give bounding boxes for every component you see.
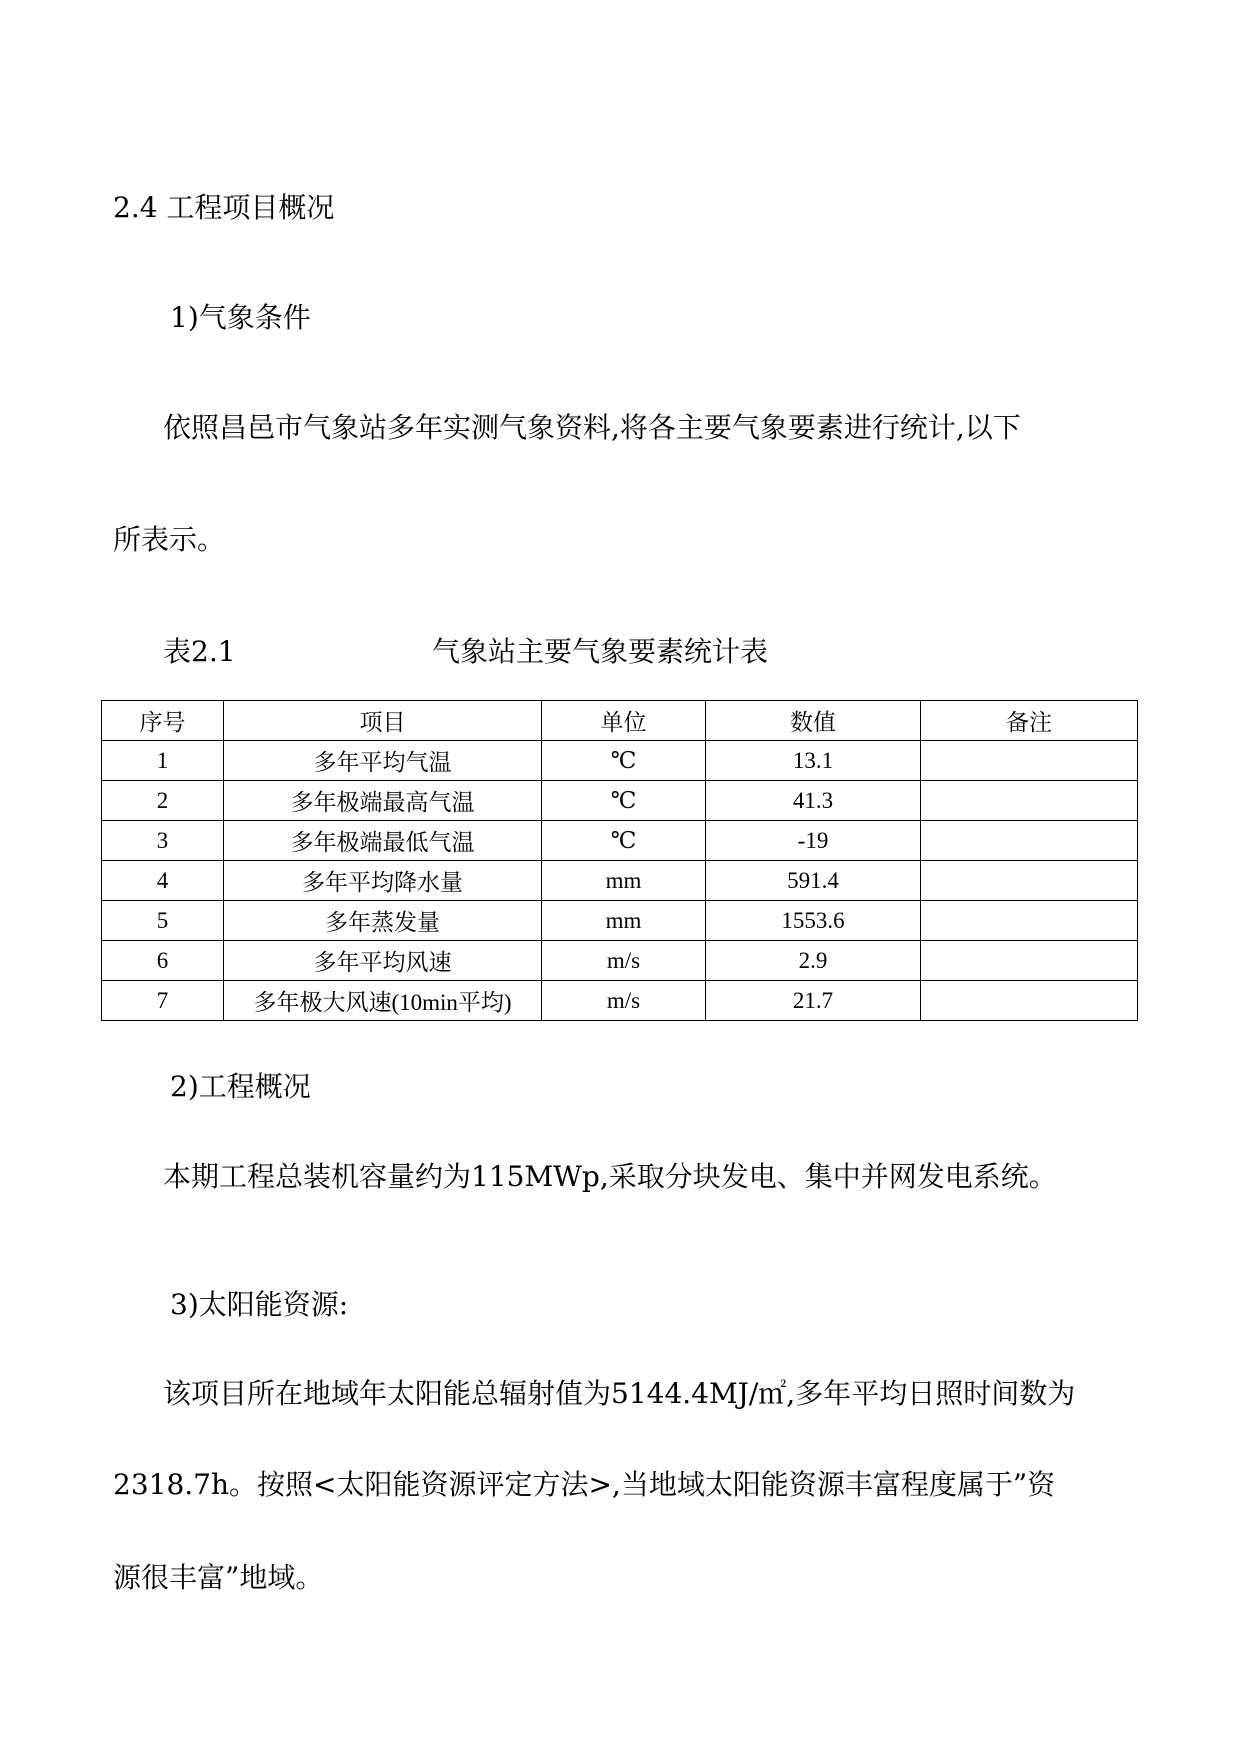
cell-item: 多年极大风速(10min平均) <box>224 981 542 1021</box>
cell-value: 13.1 <box>706 741 921 781</box>
cell-index: 7 <box>102 981 224 1021</box>
cell-item: 多年极端最低气温 <box>224 821 542 861</box>
cell-index: 6 <box>102 941 224 981</box>
section-heading: 2.4 工程项目概况 <box>113 191 335 224</box>
subsection-solar-resources: 3)太阳能资源: <box>170 1288 349 1321</box>
cell-remark <box>921 981 1138 1021</box>
cell-index: 3 <box>102 821 224 861</box>
table-row <box>102 781 1138 821</box>
cell-unit: ℃ <box>542 781 706 821</box>
cell-item: 多年极端最高气温 <box>224 781 542 821</box>
header-remark: 备注 <box>921 701 1138 741</box>
table-row <box>102 741 1138 781</box>
header-value: 数值 <box>706 701 921 741</box>
cell-value: 2.9 <box>706 941 921 981</box>
table-row <box>102 901 1138 941</box>
subsection-project-overview: 2)工程概况 <box>170 1070 311 1103</box>
table-row <box>102 941 1138 981</box>
cell-unit: mm <box>542 901 706 941</box>
paragraph-solar-line-1: 该项目所在地域年太阳能总辐射值为5144.4MJ/㎡,多年平均日照时间数为 <box>163 1377 1076 1410</box>
cell-index: 4 <box>102 861 224 901</box>
table-row <box>102 821 1138 861</box>
header-index: 序号 <box>102 701 224 741</box>
cell-remark <box>921 781 1138 821</box>
table-row <box>102 861 1138 901</box>
cell-remark <box>921 901 1138 941</box>
header-unit: 单位 <box>542 701 706 741</box>
cell-unit: ℃ <box>542 821 706 861</box>
cell-value: -19 <box>706 821 921 861</box>
cell-value: 21.7 <box>706 981 921 1021</box>
cell-index: 1 <box>102 741 224 781</box>
paragraph-solar-line-3: 源很丰富”地域。 <box>113 1561 324 1594</box>
cell-remark <box>921 941 1138 981</box>
cell-value: 591.4 <box>706 861 921 901</box>
subsection-weather-conditions: 1)气象条件 <box>170 301 311 334</box>
cell-remark <box>921 741 1138 781</box>
cell-remark <box>921 821 1138 861</box>
cell-item: 多年平均气温 <box>224 741 542 781</box>
paragraph-weather-line-1: 依照昌邑市气象站多年实测气象资料,将各主要气象要素进行统计,以下 <box>163 411 1021 444</box>
cell-remark <box>921 861 1138 901</box>
table-caption-title: 气象站主要气象要素统计表 <box>432 635 769 668</box>
table-row <box>102 981 1138 1021</box>
paragraph-solar-line-2: 2318.7h。按照<太阳能资源评定方法>,当地域太阳能资源丰富程度属于”资 <box>113 1468 1056 1501</box>
paragraph-weather-line-2: 所表示。 <box>113 523 226 556</box>
cell-unit: ℃ <box>542 741 706 781</box>
cell-unit: mm <box>542 861 706 901</box>
cell-item: 多年平均降水量 <box>224 861 542 901</box>
cell-value: 1553.6 <box>706 901 921 941</box>
table-header-row <box>102 701 1138 741</box>
paragraph-project-overview: 本期工程总装机容量约为115MWp,采取分块发电、集中并网发电系统。 <box>163 1160 1057 1193</box>
cell-index: 5 <box>102 901 224 941</box>
cell-unit: m/s <box>542 941 706 981</box>
cell-item: 多年蒸发量 <box>224 901 542 941</box>
cell-unit: m/s <box>542 981 706 1021</box>
cell-index: 2 <box>102 781 224 821</box>
cell-item: 多年平均风速 <box>224 941 542 981</box>
table-caption-number: 表2.1 <box>163 635 236 668</box>
weather-statistics-table <box>101 700 1138 1021</box>
header-item: 项目 <box>224 701 542 741</box>
cell-value: 41.3 <box>706 781 921 821</box>
